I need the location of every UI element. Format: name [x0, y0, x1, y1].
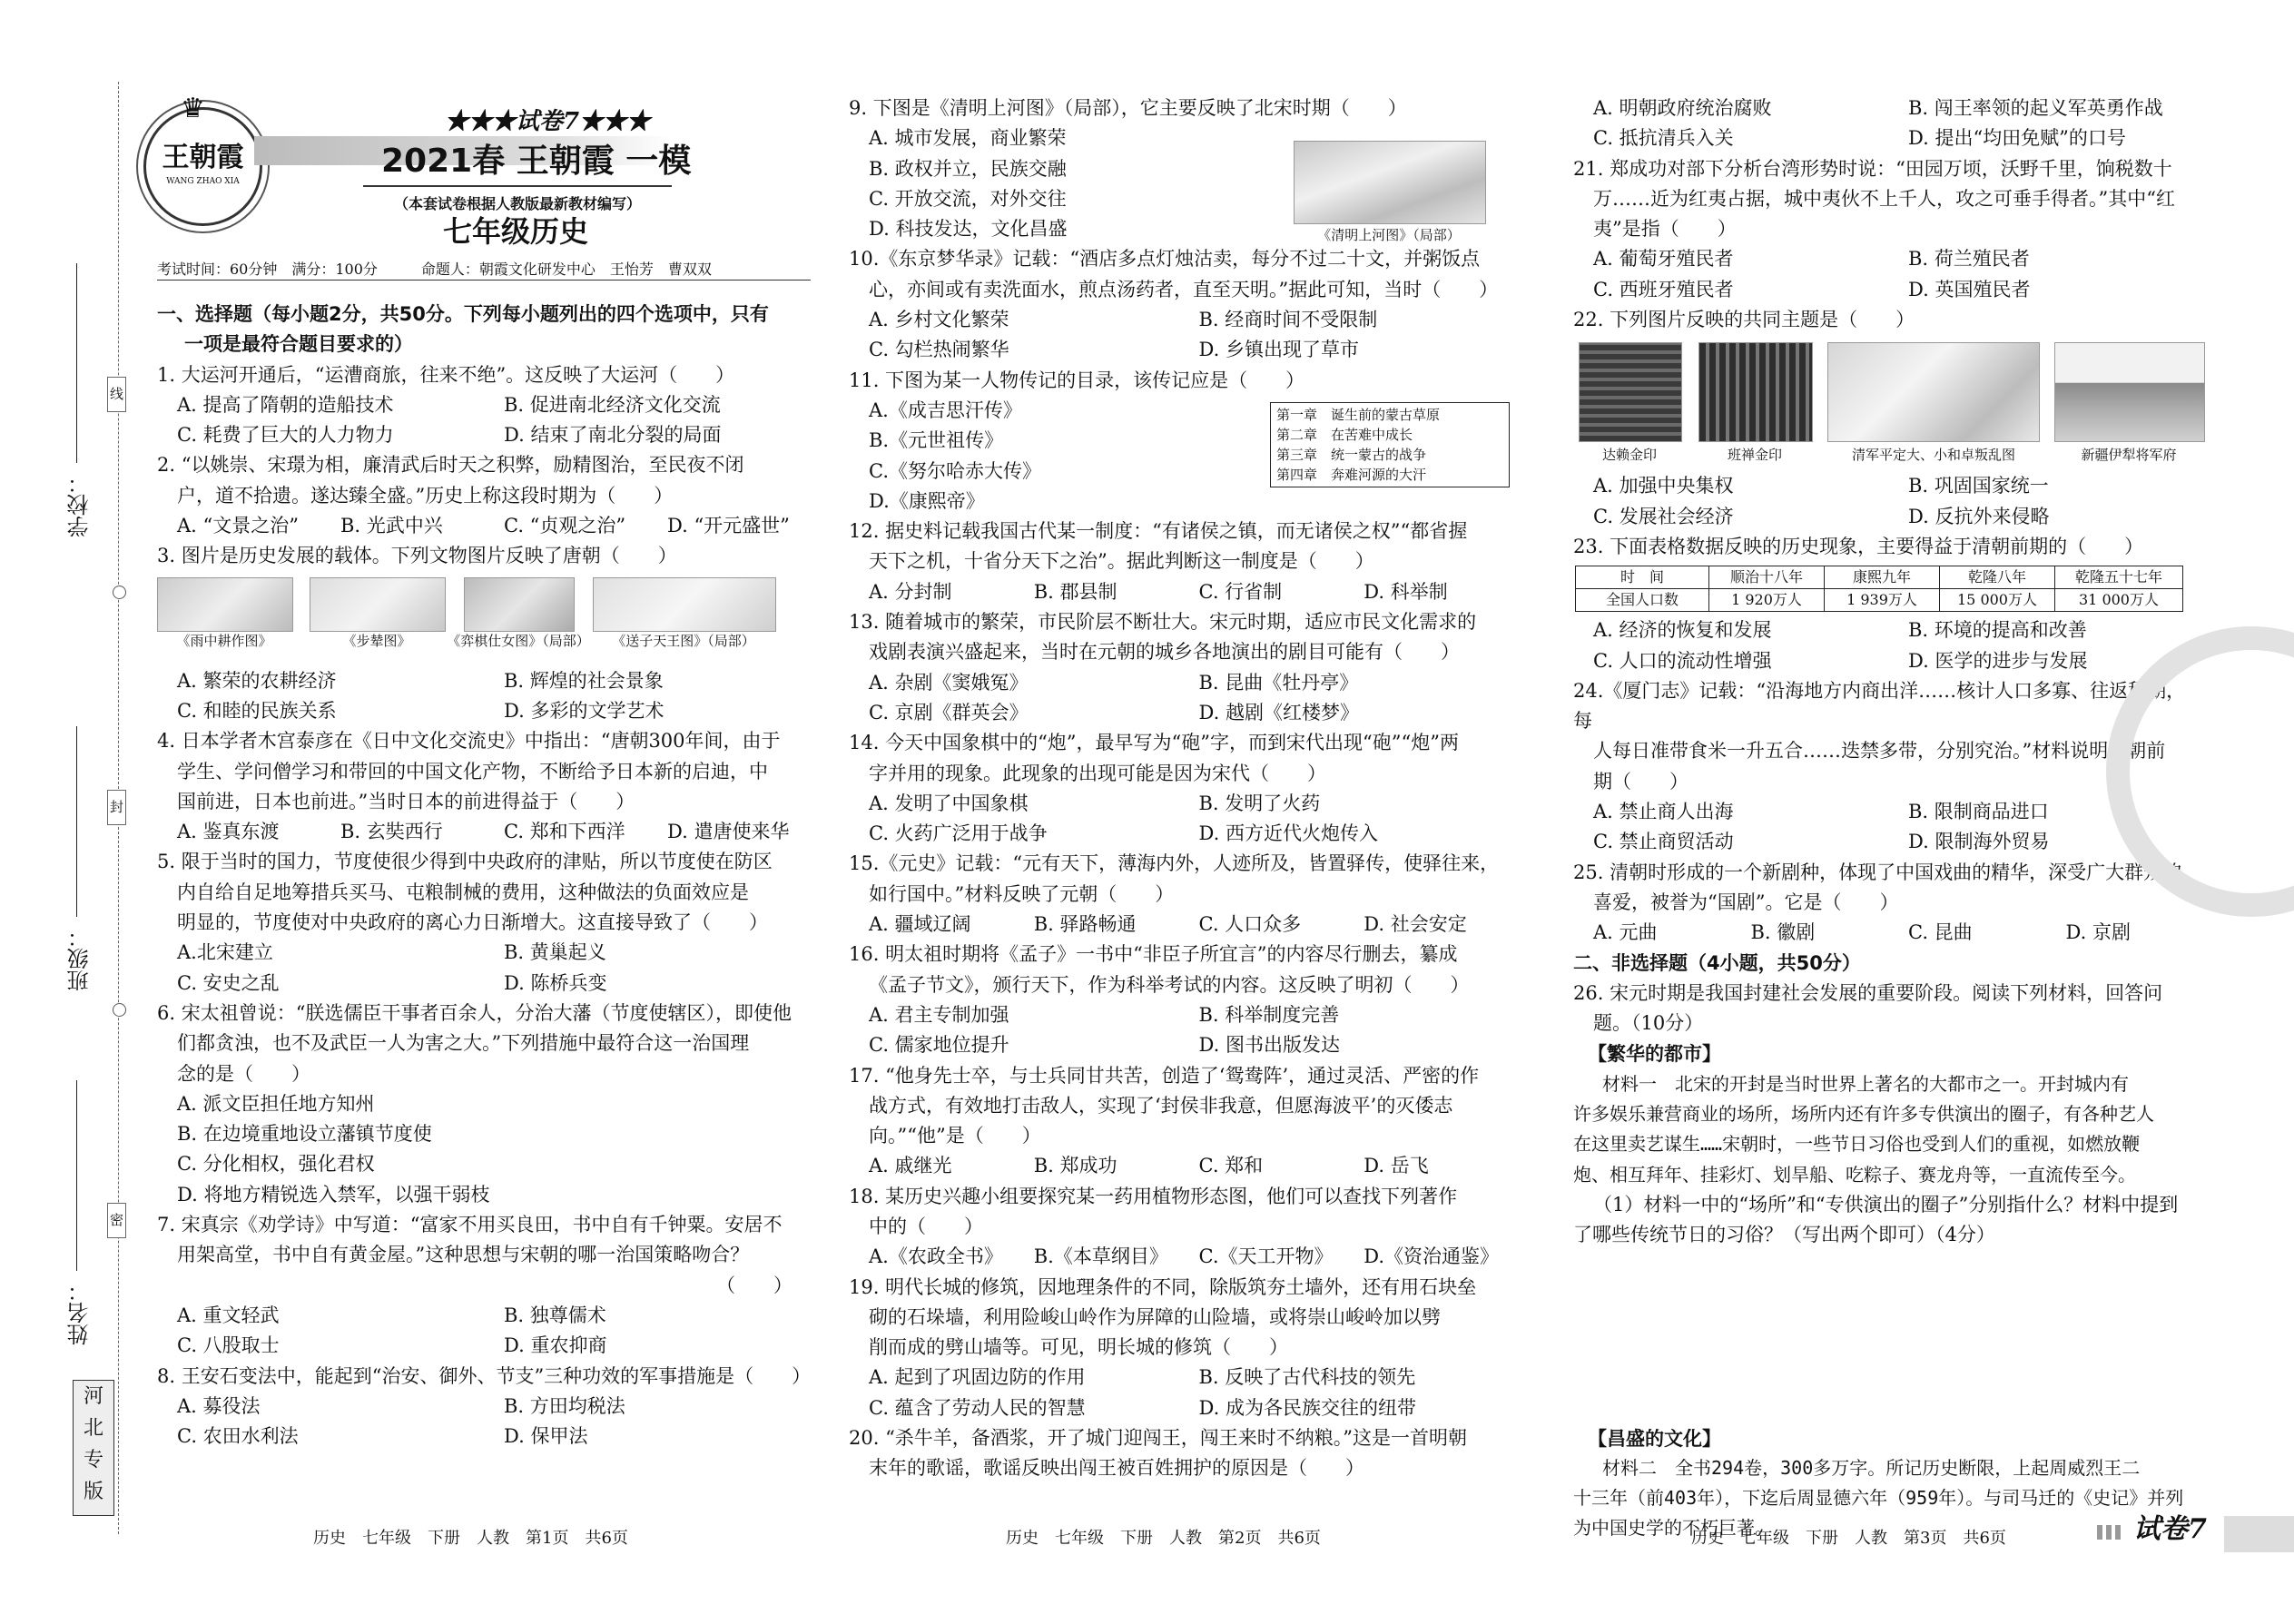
option[interactable]: B. 独尊儒术: [504, 1304, 606, 1326]
option[interactable]: D. 重农抑商: [504, 1334, 607, 1357]
option[interactable]: D. 多彩的文学艺术: [504, 699, 665, 722]
question-5: 5. 限于当时的国力，节度使很少得到中央政府的津贴，所以节度使在防区 内自给自足地筹措兵买马、屯粮制械的费用，这种做法的负面效应是 明显的，节度使对中央政府的离心力日渐增大。这直接导致了（ ） A.北宋建立 B. 黄巢起义 C. 安史之乱 D. 陈桥兵变: [157, 847, 811, 998]
section-1-title-cont: 一项是最符合题目要求的）: [184, 333, 413, 356]
question-2: 2. “以姚崇、宋璟为相，廉清武后时天之积弊，励精图治，至民夜不闭 户，道不拾遗。遂达臻全盛。”历史上称这段时期为（ ） A. “文景之治” B. 光武中兴 C. “贞观之治” D. “开元盛世”: [157, 450, 811, 541]
table-cell: 全国人口数: [1576, 589, 1709, 612]
population-table: [1575, 566, 2183, 612]
option[interactable]: B. 昆曲《牡丹亭》: [1198, 671, 1359, 694]
qingming-painting-image: [1294, 141, 1486, 224]
option[interactable]: B. 限制商品进口: [1908, 801, 2049, 823]
option[interactable]: C. 耗费了巨大的人力物力: [177, 424, 394, 447]
option[interactable]: D. 社会安定: [1364, 913, 1467, 936]
question-18: 18. 某历史兴趣小组要探究某一药用植物形态图，他们可以查找下列著作 中的（ ） A.《农政全书》 B.《本草纲目》 C.《天工开物》 D.《资治通鉴》: [849, 1182, 1509, 1273]
option[interactable]: A. 重文轻武: [177, 1304, 280, 1326]
artifact-images: [157, 572, 811, 666]
option[interactable]: C. 安史之乱: [177, 971, 280, 994]
painting-image: [1827, 342, 2040, 442]
option[interactable]: B. 发明了火药: [1198, 792, 1321, 814]
option[interactable]: B. 经商时间不受限制: [1198, 309, 1378, 331]
table-header-cell: 时 间: [1576, 566, 1709, 589]
option[interactable]: C. 农田水利法: [177, 1425, 299, 1448]
option[interactable]: D. 将地方精锐选入禁军，以强干弱枝: [177, 1183, 490, 1206]
option[interactable]: B.《本草纲目》: [1033, 1245, 1168, 1268]
subject-title: 七年级历史: [443, 214, 589, 249]
option[interactable]: A. 君主专制加强: [869, 1003, 1009, 1026]
brand-logo: ♛ 王朝霞 WANG ZHAO XIA: [143, 107, 262, 226]
option[interactable]: D. 保甲法: [504, 1425, 588, 1448]
option[interactable]: B. 荷兰殖民者: [1908, 248, 2030, 271]
table-cell: 31 000万人: [2055, 589, 2183, 612]
option[interactable]: A.《农政全书》: [869, 1245, 1003, 1268]
question-24: 24.《厦门志》记载：“沿海地方内商出洋……核计人口多寡、往返程期，每 人每日准带食米一升五合……迭禁多带，分别究治。”材料说明清朝前 期（ ） A. 禁止商人出海 B. 限制商品进口 C. 禁止商贸活动 D. 限制海外贸易: [1573, 676, 2203, 858]
section-2-title: 二、非选择题（4小题，共50分）: [1573, 951, 1861, 974]
option[interactable]: D. 遣唐使来华: [667, 821, 790, 843]
painting-image: [157, 577, 293, 632]
option[interactable]: B. 闯王率领的起义军英勇作战: [1908, 97, 2163, 119]
option[interactable]: C. 郑和: [1198, 1155, 1264, 1177]
image-caption: 《送子天王图》（局部）: [612, 632, 755, 649]
table-cell: 15 000万人: [1940, 589, 2055, 612]
image-caption: 《雨中耕作图》: [176, 632, 272, 649]
option[interactable]: A. 禁止商人出海: [1593, 801, 1734, 823]
question-16: 16. 明太祖时期将《孟子》一书中“非臣子所宜言”的内容尽行删去，纂成 《孟子节文》，颁行天下，作为科举考试的内容。这反映了明初（ ） A. 君主专制加强 B. 科举制度完善 C. 儒家地位提升 D. 图书出版发达: [849, 940, 1509, 1060]
option[interactable]: C.《天工开物》: [1198, 1245, 1334, 1268]
question-6: 6. 宋太祖曾说：“朕选儒臣干事者百余人，分治大藩（节度使辖区），即使他 们都贪浊，也不及武臣一人为害之大。”下列措施中最符合这一治国理 念的是（ ） A. 派文臣担任地方知州 B. 在边境重地设立藩镇节度使 C. 分化相权，强化君权 D. 将地方精锐选入禁军，以强干弱枝: [157, 999, 811, 1210]
option[interactable]: A. 分封制: [869, 580, 952, 603]
option[interactable]: B. 郑成功: [1033, 1155, 1117, 1177]
crown-icon: ♛: [181, 93, 205, 124]
option[interactable]: C. 西班牙殖民者: [1593, 278, 1734, 300]
edition-note: （本套试卷根据人教版最新教材编写）: [394, 195, 642, 212]
option[interactable]: C. 昆曲: [1908, 921, 1973, 944]
option[interactable]: A. 元曲: [1593, 921, 1658, 944]
option[interactable]: A. 乡村文化繁荣: [869, 309, 1009, 331]
table-of-contents-box: 第一章 诞生前的蒙古草原 第二章 在苦难中成长 第三章 统一蒙古的战争 第四章 奔难河源的大汗: [1270, 402, 1510, 487]
option[interactable]: A. 城市发展，商业繁荣: [869, 127, 1067, 150]
seal-line: 线: [107, 377, 126, 412]
margin-dot: [113, 586, 126, 599]
option[interactable]: A. 鉴真东渡: [177, 821, 280, 843]
name-label: 姓名：: [67, 1280, 93, 1345]
painting-image: [464, 577, 575, 632]
option[interactable]: B. 科举制度完善: [1198, 1003, 1340, 1026]
question-13: 13. 随着城市的繁荣，市民阶层不断壮大。宋元时期，适应市民文化需求的 戏剧表演兴盛起来，当时在元朝的城乡各地演出的剧目可能有（ ） A. 杂剧《窦娥冤》 B. 昆曲《牡丹亭》 C. 京剧《群英会》 D. 越剧《红楼梦》: [849, 607, 1509, 728]
option[interactable]: A. 繁荣的农耕经济: [177, 669, 337, 692]
option[interactable]: A.《成吉思汗传》: [869, 399, 1022, 421]
image-caption: 清军平定大、小和卓叛乱图: [1851, 447, 2015, 464]
sub-question: 了哪些传统节日的习俗？（写出两个即可）（4分）: [1573, 1224, 1995, 1246]
option[interactable]: A. 葡萄牙殖民者: [1593, 248, 1734, 271]
question-20: 20. “杀牛羊，备酒浆，开了城门迎闯王，闯王来时不纳粮。”这是一首明朝 末年的歌谣，歌谣反映出闯王被百姓拥护的原因是（ ）: [849, 1427, 1468, 1480]
name-field[interactable]: [76, 1080, 78, 1271]
option[interactable]: B. 政权并立，民族交融: [869, 157, 1067, 180]
option[interactable]: D. “开元盛世”: [667, 515, 790, 537]
option[interactable]: C. 禁止商贸活动: [1593, 831, 1734, 853]
option[interactable]: A.北宋建立: [177, 941, 273, 964]
option[interactable]: C. 八股取士: [177, 1334, 280, 1357]
footer-tag-decoration: [2097, 1525, 2124, 1540]
question-9: 9. 下图是《清明上河图》（局部），它主要反映了北宋时期（ ） A. 城市发展，商业繁荣 B. 政权并立，民族交融 C. 开放交流，对外交往 D. 科技发达，文化昌盛 《清明上河图》（局部）: [849, 94, 1509, 244]
question-10: 10.《东京梦华录》记载：“酒店多点灯烛沽卖，每分不过二十文，并粥饭点 心，亦间或有卖洗面水，煎点汤药者，直至天明。”据此可知，当时（ ） A. 乡村文化繁荣 B. 经商时间不受限制 C. 勾栏热闹繁华 D. 乡镇出现了草市: [849, 244, 1509, 365]
question-26: 26. 宋元时期是我国封建社会发展的重要阶段。阅读下列材料，回答问 题。（10分） 【繁华的都市】 材料一 北宋的开封是当时世界上著名的大都市之一。开封城内有 许多娱乐兼营商业的场所，场所内还有许多专供演出的圈子，有各种艺人 在这里卖艺谋生……宋朝时，一些节日习俗也受到人们的重视，如燃放鞭 炮、相互拜年、挂彩灯、划旱船、吃粽子、赛龙舟等，一直流传至今。 （1）材料一中的“场所”和“专供演出的圈子”分别指什么？材料中提到 了哪些传统节日的习俗？（写出两个即可）（4分） 【昌盛的文化】 材料二 全书294卷，300多万字。所记历史断限，上起周威烈王二 十三年（前403年），下迄后周显德六年（959年）。与司马迁的《史记》并列 为中国史学的不朽巨著。: [1573, 979, 2203, 1544]
option[interactable]: D. 科举制: [1364, 580, 1448, 603]
footer-tag-bar: [2224, 1516, 2294, 1552]
option[interactable]: A. 明朝政府统治腐败: [1593, 97, 1772, 119]
question-4: 4. 日本学者木宫泰彦在《日中文化交流史》中指出：“唐朝300年间，由于 学生、学问僧学习和带回的中国文化产物，不断给予日本新的启迪，中 国前进，日本也前进。”当时日本的前进得益于（ ） A. 鉴真东渡 B. 玄奘西行 C. 郑和下西洋 D. 遣唐使来华: [157, 726, 811, 847]
title-underline: [363, 185, 672, 187]
question-14: 14. 今天中国象棋中的“炮”，最早写为“砲”字，而到宋代出现“砲”“炮”两 字并用的现象。此现象的出现可能是因为宋代（ ） A. 发明了中国象棋 B. 发明了火药 C. 火药广泛用于战争 D. 西方近代火炮传入: [849, 728, 1509, 849]
unity-images: [1573, 335, 2203, 471]
table-row: [1576, 589, 2183, 612]
option[interactable]: A. 募役法: [177, 1394, 261, 1417]
table-cell: 1 920万人: [1709, 589, 1825, 612]
table-header-cell: 顺治十八年: [1709, 566, 1825, 589]
painting-image: [593, 577, 776, 632]
image-caption: 新疆伊犁将军府: [2081, 447, 2177, 464]
margin-dot: [113, 1003, 126, 1017]
question-21: 21. 郑成功对部下分析台湾形势时说：“田园万顷，沃野千里，饷税数十 万……近为红夷占据，城中夷伙不上千人，攻之可垂手得者。”其中“红 夷”是指（ ） A. 葡萄牙殖民者 B. 荷兰殖民者 C. 西班牙殖民者 D. 英国殖民者: [1573, 154, 2203, 305]
option[interactable]: D. 反抗外来侵略: [1908, 505, 2050, 527]
material-heading: 【繁华的都市】: [1588, 1042, 1721, 1066]
material-text: 材料二 全书294卷，300多万字。所记历史断限，上起周威烈王二: [1602, 1456, 2141, 1479]
option[interactable]: D. 京剧: [2065, 921, 2131, 944]
option[interactable]: C.《努尔哈赤大传》: [869, 459, 1041, 482]
material-text: 十三年（前403年），下迄后周显德六年（959年）。与司马迁的《史记》并列: [1573, 1487, 2184, 1510]
option[interactable]: C. 勾栏热闹繁华: [869, 339, 1009, 361]
option[interactable]: B. 光武中兴: [340, 515, 443, 537]
image-caption: 《步辇图》: [342, 632, 411, 649]
option[interactable]: C. 郑和下西洋: [504, 821, 625, 843]
option[interactable]: B. 辉煌的社会景象: [504, 669, 664, 692]
option[interactable]: B. 环境的提高和改善: [1908, 619, 2087, 642]
table-cell: 1 939万人: [1825, 589, 1940, 612]
option[interactable]: D. 乡镇出现了草市: [1198, 339, 1359, 361]
option[interactable]: D. 英国殖民者: [1908, 278, 2031, 300]
option[interactable]: C. 开放交流，对外交往: [869, 187, 1067, 210]
option[interactable]: A. 戚继光: [869, 1155, 952, 1177]
option[interactable]: B. 黄巢起义: [504, 941, 606, 964]
question-20-options: [1573, 94, 2203, 154]
option[interactable]: C. 人口的流动性增强: [1593, 649, 1772, 672]
question-7: 7. 宋真宗《劝学诗》中写道：“富家不用买良田，书中自有千钟粟。安居不 用架高堂，书中自有黄金屋。”这种思想与宋朝的哪一治国策略吻合？ （ ） A. 重文轻武 B. 独尊儒术 C. 八股取士 D. 重农抑商: [157, 1210, 811, 1361]
paper-tag: ★★★试卷7★★★: [445, 108, 651, 135]
option[interactable]: A. 杂剧《窦娥冤》: [869, 671, 1029, 694]
seal-seal: 封: [107, 790, 126, 825]
question-12: 12. 据史料记载我国古代某一制度：“有诸侯之镇，而无诸侯之权”“都省握 天下之机，十省分天下之治”。据此判断这一制度是（ ） A. 分封制 B. 郡县制 C. 行省制 D. 科举制: [849, 517, 1509, 607]
option[interactable]: D. 医学的进步与发展: [1908, 649, 2088, 672]
option[interactable]: A. “文景之治”: [177, 515, 299, 537]
page-footer-1: 历史 七年级 下册 人教 第1页 共6页: [313, 1529, 628, 1548]
sub-question: （1）材料一中的“场所”和“专供演出的圈子”分别指什么？材料中提到: [1593, 1193, 2179, 1216]
option[interactable]: C. 发展社会经济: [1593, 505, 1734, 527]
question-15: 15.《元史》记载：“元有天下，薄海内外，人迹所及，皆置驿传，使驿往来， 如行国中。”材料反映了元朝（ ） A. 疆域辽阔 B. 驿路畅通 C. 人口众多 D. 社会安定: [849, 849, 1509, 940]
question-22: 22. 下列图片反映的共同主题是（ ） 达赖金印 班禅金印 清军平定大、小和卓叛乱图 新疆伊犁将军府 A. 加强中央集权 B. 巩固国家统一 C. 发展社会经济 D. 反抗外来侵略: [1573, 305, 2203, 532]
class-label: 班级：: [67, 926, 93, 991]
table-header-row: [1576, 566, 2183, 589]
option[interactable]: C. 蕴含了劳动人民的智慧: [869, 1396, 1086, 1419]
page-footer-3: 历史 七年级 下册 人教 第3页 共6页: [1691, 1529, 2006, 1548]
class-field[interactable]: [76, 726, 78, 917]
option[interactable]: A. 加强中央集权: [1593, 475, 1734, 497]
option[interactable]: C. 火药广泛用于战争: [869, 822, 1048, 845]
option[interactable]: B. 玄奘西行: [340, 821, 443, 843]
section-1-title: 一、选择题（每小题2分，共50分。下列每小题列出的四个选项中，只有: [157, 303, 769, 325]
image-caption: 达赖金印: [1601, 447, 1657, 464]
option[interactable]: C. 行省制: [1198, 580, 1283, 603]
option[interactable]: A. 提高了隋朝的造船技术: [177, 393, 394, 416]
option[interactable]: D. 提出“均田免赋”的口号: [1908, 127, 2126, 150]
option[interactable]: B. 反映了古代科技的领先: [1198, 1366, 1416, 1389]
image-caption: 《弈棋仕女图》（局部）: [447, 632, 590, 649]
option[interactable]: D. 结束了南北分裂的局面: [504, 424, 722, 447]
seal-secret: 密: [107, 1203, 126, 1238]
option[interactable]: C. 分化相权，强化君权: [177, 1153, 375, 1176]
option[interactable]: B. 巩固国家统一: [1908, 475, 2049, 497]
option[interactable]: B. 徽剧: [1750, 921, 1816, 944]
option[interactable]: D. 陈桥兵变: [504, 971, 607, 994]
option[interactable]: B. 在边境重地设立藩镇节度使: [177, 1123, 432, 1146]
option[interactable]: A. 起到了巩固边防的作用: [869, 1366, 1086, 1389]
answer-space[interactable]: [1573, 1251, 2203, 1423]
school-field[interactable]: [76, 263, 78, 463]
material-text: 炮、相互拜年、挂彩灯、划旱船、吃粽子、赛龙舟等，一直流传至今。: [1573, 1163, 2136, 1186]
option[interactable]: C. 人口众多: [1198, 913, 1302, 936]
option[interactable]: D. 越剧《红楼梦》: [1198, 701, 1359, 723]
building-image: [2054, 342, 2205, 442]
column-2: [849, 94, 1509, 1484]
option[interactable]: D. 岳飞: [1364, 1155, 1429, 1177]
column-3: [1573, 94, 2203, 1544]
seal-image: [1698, 342, 1813, 442]
header-divider: [157, 280, 811, 281]
footer-paper-tag: 试卷7: [2133, 1513, 2207, 1545]
option[interactable]: B.《元世祖传》: [869, 429, 1004, 452]
question-23: 23. 下面表格数据反映的历史现象，主要得益于清朝前期的（ ） 时 间 顺治十八年 康熙九年 乾隆八年 乾隆五十七年 全国人口数 1 920万人 1 939万人 15 000万人 31 000万人 A. 经济的恢复和发展 B. 环境的提高和改善 C. 人口的流动性增强 D. 医学的进步与发展: [1573, 532, 2203, 676]
option[interactable]: C. 儒家地位提升: [869, 1034, 1009, 1057]
option[interactable]: B. 促进南北经济文化交流: [504, 393, 721, 416]
question-11: 11. 下图为某一人物传记的目录，该传记应是（ ） A.《成吉思汗传》 B.《元世祖传》 C.《努尔哈赤大传》 D.《康熙帝》 第一章 诞生前的蒙古草原 第二章 在苦难中成长 第三章 统一蒙古的战争 第四章 奔难河源的大汗: [849, 366, 1509, 517]
exam-meta: 考试时间：60分钟 满分：100分 命题人：朝霞文化研发中心 王怡芳 曹双双: [157, 261, 712, 278]
school-label: 学校：: [67, 472, 93, 537]
option[interactable]: D. 西方近代火炮传入: [1198, 822, 1378, 845]
material-text: 为中国史学的不朽巨著。: [1573, 1517, 1773, 1540]
material-text: 在这里卖艺谋生……宋朝时，一些节日习俗也受到人们的重视，如燃放鞭: [1573, 1133, 2141, 1156]
option[interactable]: B. 驿路畅通: [1033, 913, 1137, 936]
option[interactable]: D.《康熙帝》: [869, 489, 985, 512]
painting-image: [310, 577, 446, 632]
image-caption: 《清明上河图》（局部）: [1317, 227, 1461, 243]
column-1: [157, 300, 811, 1452]
option[interactable]: A. 疆域辽阔: [869, 913, 971, 936]
question-3: 3. 图片是历史发展的载体。下列文物图片反映了唐朝（ ） 《雨中耕作图》 《步辇图》 《弈棋仕女图》（局部） 《送子天王图》（局部） A. 繁荣的农耕经济 B. 辉煌的社会景象 C. 和睦的民族关系 D. 多彩的文学艺术: [157, 541, 811, 726]
option[interactable]: C. 京剧《群英会》: [869, 701, 1029, 723]
question-17: 17. “他身先士卒，与士兵同甘共苦，创造了‘鸳鸯阵’，通过灵活、严密的作 战方式，有效地打击敌人，实现了‘封侯非我意，但愿海波平’的灭倭志 向。”“他”是（ ） A. 戚继光 B. 郑成功 C. 郑和 D. 岳飞: [849, 1061, 1509, 1182]
question-1: 1. 大运河开通后，“运漕商旅，往来不绝”。这反映了大运河（ ） A. 提高了隋朝的造船技术 B. 促进南北经济文化交流 C. 耗费了巨大的人力物力 D. 结束了南北分裂的局面: [157, 360, 811, 451]
option[interactable]: D. 科技发达，文化昌盛: [869, 218, 1068, 241]
image-caption: 班禅金印: [1727, 447, 1782, 464]
material-text: 材料一 北宋的开封是当时世界上著名的大都市之一。开封城内有: [1602, 1072, 2129, 1095]
option[interactable]: A. 发明了中国象棋: [869, 792, 1029, 814]
table-header-cell: 乾隆八年: [1940, 566, 2055, 589]
option[interactable]: C. “贞观之治”: [504, 515, 626, 537]
table-header-cell: 乾隆五十七年: [2055, 566, 2183, 589]
option[interactable]: B. 郡县制: [1033, 580, 1117, 603]
option[interactable]: D. 成为各民族交往的纽带: [1198, 1396, 1416, 1419]
option[interactable]: B. 方田均税法: [504, 1394, 625, 1417]
material-heading: 【昌盛的文化】: [1588, 1426, 1721, 1450]
option[interactable]: C. 和睦的民族关系: [177, 699, 337, 722]
option[interactable]: A. 派文臣担任地方知州: [177, 1092, 375, 1115]
question-25: 25. 清朝时形成的一个新剧种，体现了中国戏曲的精华，深受广大群众的 喜爱，被誉为“国剧”。它是（ ） A. 元曲 B. 徽剧 C. 昆曲 D. 京剧: [1573, 858, 2203, 949]
material-text: 许多娱乐兼营商业的场所，场所内还有许多专供演出的圈子，有各种艺人: [1573, 1103, 2154, 1126]
option[interactable]: A. 经济的恢复和发展: [1593, 619, 1772, 642]
question-8: 8. 王安石变法中，能起到“治安、御外、节支”三种功效的军事措施是（ ） A. 募役法 B. 方田均税法 C. 农田水利法 D. 保甲法: [157, 1362, 811, 1452]
page-footer-2: 历史 七年级 下册 人教 第2页 共6页: [1006, 1529, 1321, 1548]
question-19: 19. 明代长城的修筑，因地理条件的不同，除版筑夯土墙外，还有用石块垒 砌的石垛墙，利用险峻山岭作为屏障的山险墙，或将崇山峻岭加以劈 削而成的劈山墙等。可见，明长城的修筑（ ） A. 起到了巩固边防的作用 B. 反映了古代科技的领先 C. 蕴含了劳动人民的智慧 D. 成为各民族交往的纽带: [849, 1273, 1509, 1423]
option[interactable]: D. 限制海外贸易: [1908, 831, 2050, 853]
region-badge: 河 北 专 版: [73, 1380, 114, 1516]
page-title: 2021春 王朝霞 一模: [381, 143, 692, 180]
option[interactable]: C. 抵抗清兵入关: [1593, 127, 1734, 150]
seal-image: [1579, 342, 1682, 442]
option[interactable]: D. 图书出版发达: [1198, 1034, 1340, 1057]
option[interactable]: D.《资治通鉴》: [1364, 1245, 1500, 1268]
table-header-cell: 康熙九年: [1825, 566, 1940, 589]
